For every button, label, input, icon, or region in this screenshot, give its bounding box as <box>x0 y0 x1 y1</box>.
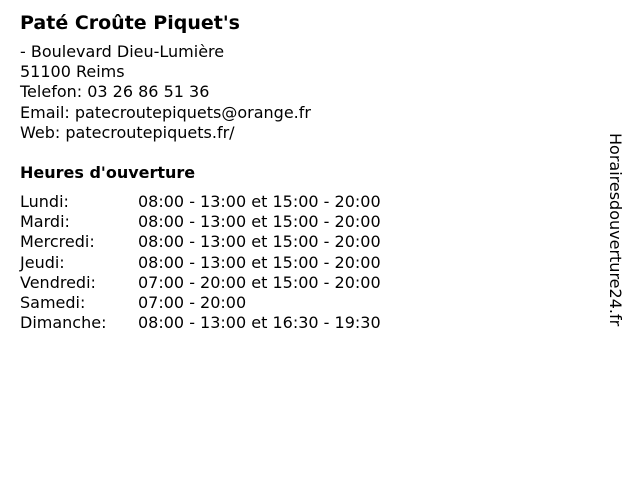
hours-row-thursday <box>20 253 580 273</box>
day-label: Lundi: <box>20 192 69 212</box>
site-brand-vertical: Horairesdouverture24.fr <box>606 133 625 327</box>
business-card <box>20 10 580 333</box>
hours-value: 07:00 - 20:00 et 15:00 - 20:00 <box>138 272 381 292</box>
hours-value: 08:00 - 13:00 et 15:00 - 20:00 <box>138 212 381 232</box>
hours-value: 08:00 - 13:00 et 16:30 - 19:30 <box>138 313 381 333</box>
city-postal: 51100 Reims <box>20 62 125 82</box>
hours-row-monday <box>20 192 580 212</box>
day-label: Jeudi: <box>20 252 65 272</box>
opening-hours-table <box>20 192 580 333</box>
day-label: Mercredi: <box>20 232 95 252</box>
hours-value: 08:00 - 13:00 et 15:00 - 20:00 <box>138 252 381 272</box>
website-address: Web: patecroutepiquets.fr/ <box>20 122 235 142</box>
day-label: Mardi: <box>20 212 70 232</box>
phone-number: Telefon: 03 26 86 51 36 <box>20 82 210 102</box>
hours-row-tuesday <box>20 212 580 232</box>
hours-value: 08:00 - 13:00 et 15:00 - 20:00 <box>138 232 381 252</box>
opening-hours-title: Heures d'ouverture <box>20 163 196 183</box>
email-address: Email: patecroutepiquets@orange.fr <box>20 102 311 122</box>
hours-row-saturday <box>20 293 580 313</box>
day-label: Dimanche: <box>20 313 107 333</box>
hours-row-friday <box>20 273 580 293</box>
hours-row-wednesday <box>20 232 580 252</box>
hours-value: 07:00 - 20:00 <box>138 293 247 313</box>
business-name: Paté Croûte Piquet's <box>20 12 240 34</box>
day-label: Samedi: <box>20 293 86 313</box>
day-label: Vendredi: <box>20 272 96 292</box>
hours-row-sunday <box>20 313 580 333</box>
hours-value: 08:00 - 13:00 et 15:00 - 20:00 <box>138 192 381 212</box>
street-address: - Boulevard Dieu-Lumière <box>20 42 225 61</box>
